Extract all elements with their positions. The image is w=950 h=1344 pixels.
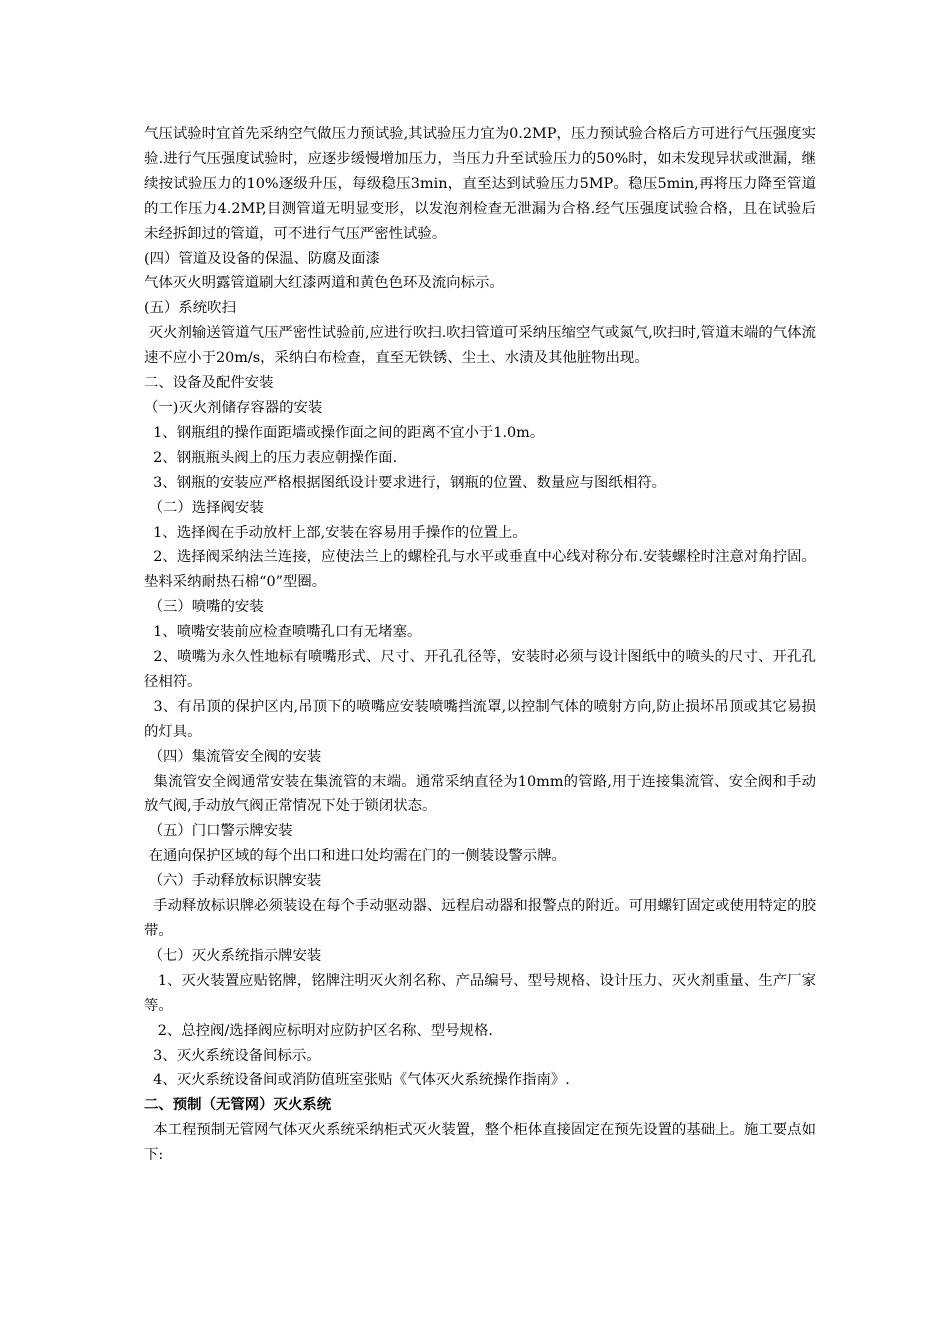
subheading-nozzle: （三）喷嘴的安装	[144, 599, 264, 616]
list-item: 2、选择阀采纳法兰连接，应使法兰上的螺栓孔与水平或垂直中心线对称分布.安装螺栓时注意对角拧固。垫料采纳耐热石棉“0”型圈。	[144, 549, 816, 591]
subheading-selector-valve: （二）选择阀安装	[144, 499, 264, 516]
list-item: 1、喷嘴安装前应检查喷嘴孔口有无堵塞。	[144, 624, 422, 641]
paragraph-prefabricated-system: 本工程预制无管网气体灭火系统采纳柜式灭火装置，整个柜体直接固定在预先设置的基础上。施工要点如下:	[144, 1122, 816, 1164]
heading-insulation: (四）管道及设备的保温、防腐及面漆	[144, 250, 380, 267]
heading-prefabricated-system: 二、预制（无管网）灭火系统	[144, 1096, 332, 1114]
list-item: 3、灭火系统设备间标示。	[144, 1047, 321, 1064]
paragraph-manual-release: 手动释放标识牌必须装设在每个手动驱动器、远程启动器和报警点的附近。可用螺钉固定或使用特定的胶带。	[144, 898, 816, 939]
list-item: 2、钢瓶瓶头阀上的压力表应朝操作面.	[144, 449, 398, 466]
heading-purge: (五）系统吹扫	[144, 300, 236, 317]
list-item: 3、钢瓶的安装应严格根据图纸设计要求进行，钢瓶的位置、数量应与图纸相符。	[144, 474, 666, 491]
subheading-manual-release: （六）手动释放标识牌安装	[144, 873, 322, 890]
paragraph-pressure-test: 气压试验时宜首先采纳空气做压力预试验,其试验压力宜为0.2MP，压力预试验合格后方可进行气压强度实验.进行气压强度试验时，应逐步缓慢增加压力，当压力升至试验压力的50%时，如未发现异状或泄漏，继续按试验压力的10%逐级升压，每级稳压3min，直至达到试验压力5MP。稳压5min,再将压力降至管道的工作压力4.2MP,目测管道无明显变形，以发泡剂检查无泄漏为合格.经气压强度试验合格，且在试验后未经拆卸过的管道，可不进行气压严密性试验。	[144, 126, 816, 242]
list-item: 4、灭火系统设备间或消防值班室张贴《气体灭火系统操作指南》.	[144, 1072, 570, 1089]
subheading-indicator-sign: （七）灭火系统指示牌安装	[144, 947, 322, 964]
list-item: 1、灭火装置应贴铭牌，铭牌注明灭火剂名称、产品编号、型号规格、设计压力、灭火剂重量、生产厂家等。	[144, 972, 816, 1014]
paragraph-manifold-valve: 集流管安全阀通常安装在集流管的末端。通常采纳直径为10mm的管路,用于连接集流管、安全阀和手动放气阀,手动放气阀正常情况下处于锁闭状态。	[144, 773, 816, 815]
list-item: 1、钢瓶组的操作面距墙或操作面之间的距离不宜小于1.0m。	[144, 424, 545, 441]
paragraph-paint: 气体灭火明露管道刷大红漆两道和黄色色环及流向标示。	[144, 275, 504, 292]
list-item: 2、喷嘴为永久性地标有喷嘴形式、尺寸、开孔孔径等，安装时必须与设计图纸中的喷头的尺寸、开孔孔径相符。	[144, 649, 816, 690]
paragraph-purge: 灭火剂输送管道气压严密性试验前,应进行吹扫.吹扫管道可采纳压缩空气或氮气,吹扫时,管道末端的气体流速不应小于20m/s，采纳白布检查，直至无铁锈、尘土、水渍及其他脏物出现。	[144, 325, 816, 367]
list-item: 1、选择阀在手动放杆上部,安装在容易用手操作的位置上。	[144, 524, 527, 541]
document-body	[144, 122, 816, 1168]
list-item: 3、有吊顶的保护区内,吊顶下的喷嘴应安装喷嘴挡流罩,以控制气体的喷射方向,防止损坏吊顶或其它易损的灯具。	[144, 698, 816, 740]
list-item: 2、总控阀/选择阀应标明对应防护区名称、型号规格.	[144, 1022, 493, 1039]
subheading-door-sign: （五）门口警示牌安装	[144, 823, 293, 840]
subheading-manifold-valve: （四）集流管安全阀的安装	[144, 748, 322, 765]
heading-equipment: 二、设备及配件安装	[144, 375, 274, 392]
subheading-storage: （一)灭火剂储存容器的安装	[144, 399, 323, 416]
paragraph-door-sign: 在通向保护区域的每个出口和进口处均需在门的一侧装设警示牌。	[144, 848, 566, 865]
